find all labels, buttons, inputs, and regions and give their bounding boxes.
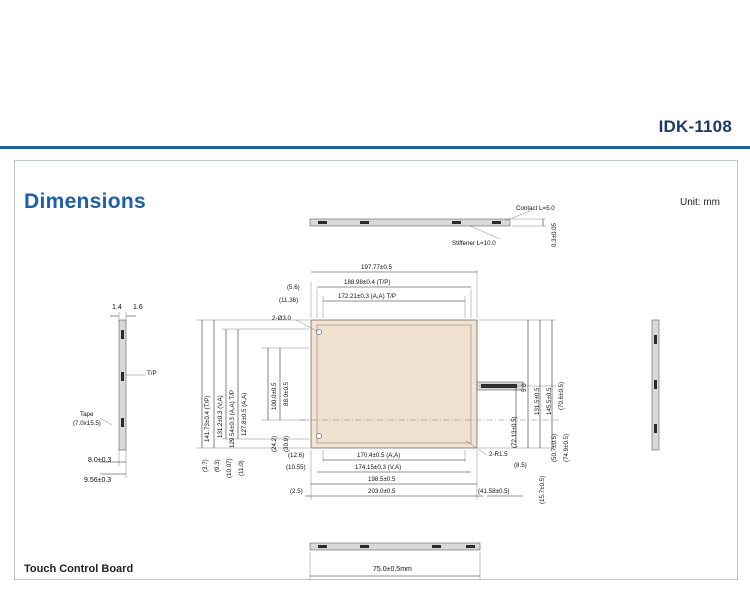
fillet-note: 2-R1.5 (489, 451, 508, 458)
left-side-view (100, 312, 146, 478)
front-left-dim-4: 100.0±0.5 (271, 382, 278, 410)
front-left-offset-1: (9.3) (214, 459, 221, 472)
top-thickness-dim: 0.3±0.05 (551, 222, 558, 247)
bottom-width-dim: 75.0±0.5mm (373, 566, 412, 573)
front-bottom-dim-0: 170.4±0.5 (A,A) (357, 452, 401, 459)
front-left-offset-0: (3.7) (202, 459, 209, 472)
front-bottom-dim-2: 198.5±0.5 (368, 476, 396, 483)
front-bottom-offset-2: (2.5) (290, 488, 303, 495)
top-edge-view (310, 211, 546, 239)
side-dim-top-right: 1.6 (133, 304, 143, 311)
stiffener-note: Stiffener L=10.0 (452, 240, 496, 247)
front-left-offset-4: (24.2) (271, 435, 278, 452)
hole-note: 2-Ø3.0 (272, 315, 291, 322)
right-side-view (652, 320, 659, 450)
front-bottom-dim-3: 203.0±0.5 (368, 488, 396, 495)
front-top-dim-0: 197.77±0.5 (361, 264, 392, 271)
front-top-offset-1: (11.36) (279, 297, 299, 304)
front-left-dim-0: 141.73±0.4 (T/P) (204, 395, 211, 442)
bottom-edge-view (310, 543, 480, 580)
front-right-dim-8: (8.5) (514, 462, 527, 469)
subsection-title: Touch Control Board (24, 563, 134, 575)
front-right-dim-6: (74.9±0.5) (563, 433, 570, 462)
front-right-dim-5: (50.7±0.5) (551, 433, 558, 462)
front-bottom-offset-1: (10.55) (286, 464, 306, 471)
front-top-offset-0: (5.6) (287, 284, 300, 291)
contact-note: Contact L=5.0 (516, 205, 555, 212)
section-title: Dimensions (24, 190, 147, 213)
side-dim-a: 8.0±0.3 (88, 457, 112, 464)
front-right-dim-0: 5.0 (521, 383, 528, 392)
front-right-dim-3: (72.13±0.5) (511, 416, 518, 448)
front-left-dim-5: 88.0±0.5 (283, 381, 290, 406)
page-title: IDK-1108 (658, 117, 732, 136)
tape-size: (7.0x15.5) (73, 420, 101, 427)
tape-label: Tape (80, 411, 94, 418)
front-bottom-offset-0: (12.6) (288, 452, 305, 459)
front-top-dim-2: 172.21±0.3 (A,A) T/P (338, 293, 396, 300)
front-tail-dim: (41.58±0.5) (478, 488, 510, 495)
front-right-dim-1: 131.5±0.5 (534, 387, 541, 415)
front-right-dim-4: (70.6±0.5) (558, 381, 565, 410)
front-right-dim-7: (15.7±0.5) (539, 475, 546, 504)
unit-label: Unit: mm (680, 197, 720, 208)
front-left-offset-3: (11.0) (238, 460, 245, 476)
front-left-offset-5: (30.9) (283, 435, 290, 452)
front-left-dim-1: 131.2±0.3 (V,A) (217, 395, 224, 438)
side-tp-label: T/P (147, 370, 157, 377)
side-dim-top-left: 1.4 (112, 304, 122, 311)
front-right-dim-2: 145.5±0.5 (546, 387, 553, 415)
front-bottom-dim-1: 174.15±0.3 (V,A) (355, 464, 402, 471)
front-left-dim-2: 129.54±0.3 (A,A) T/P (229, 390, 236, 448)
front-left-dim-3: 127.8±0.5 (A,A) (241, 392, 248, 436)
front-left-offset-2: (10.07) (226, 458, 233, 478)
side-dim-b: 9.56±0.3 (84, 477, 112, 484)
front-top-dim-1: 188.98±0.4 (T/P) (344, 279, 391, 286)
